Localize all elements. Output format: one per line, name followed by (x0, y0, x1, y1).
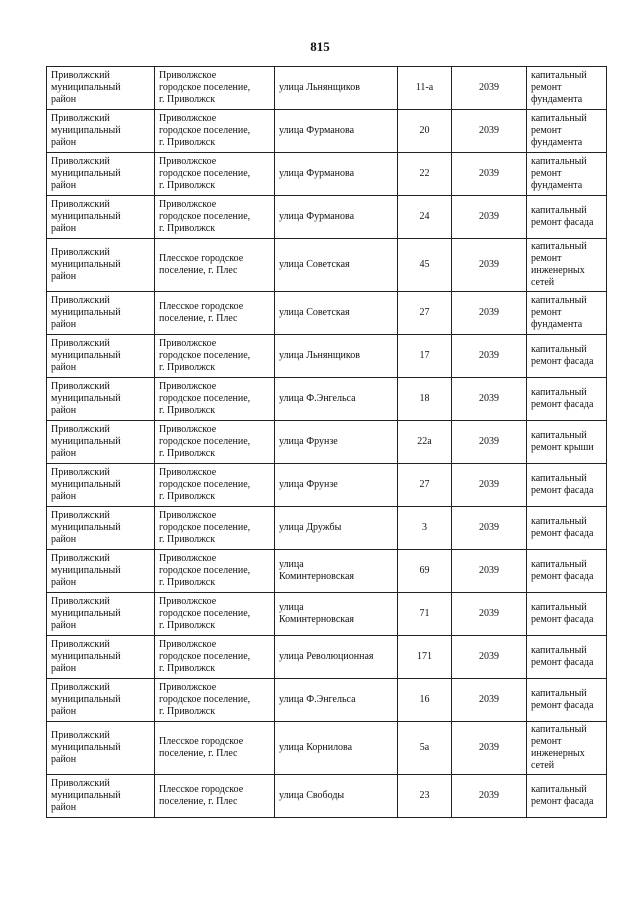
district-cell-line: Приволжский (51, 596, 110, 607)
repair-schedule-table (46, 66, 607, 818)
work-type-cell-line: капитальный (531, 516, 587, 527)
work-type-cell-line: ремонт фасада (531, 485, 594, 496)
settlement-cell-line: Приволжское (159, 596, 217, 607)
work-type-cell (527, 722, 607, 775)
work-type-cell-line: ремонт (531, 736, 562, 747)
settlement-cell (155, 464, 275, 507)
district-cell-line: Приволжский (51, 778, 110, 789)
settlement-cell (155, 421, 275, 464)
table-row (47, 378, 607, 421)
district-cell-line: муниципальный (51, 479, 121, 490)
settlement-cell-line: городское поселение, (159, 565, 251, 576)
district-cell-line: район (51, 577, 77, 588)
district-cell-line: Приволжский (51, 510, 110, 521)
table-row (47, 153, 607, 196)
settlement-cell-line: городское поселение, (159, 125, 251, 136)
year-cell: 2039 (452, 722, 527, 775)
district-cell-line: муниципальный (51, 168, 121, 179)
work-type-cell-line: ремонт (531, 253, 562, 264)
settlement-cell-line: городское поселение, (159, 694, 251, 705)
work-type-cell-line: ремонт фасада (531, 528, 594, 539)
street-cell (275, 378, 398, 421)
work-type-cell-line: капитальный (531, 387, 587, 398)
work-type-cell-line: капитальный (531, 645, 587, 656)
year-cell: 2039 (452, 550, 527, 593)
year-cell: 2039 (452, 679, 527, 722)
street-cell (275, 153, 398, 196)
district-cell-line: Приволжский (51, 639, 110, 650)
district-cell-line: Приволжский (51, 381, 110, 392)
street-cell-line: улица (279, 602, 304, 613)
settlement-cell-line: г. Приволжск (159, 577, 216, 588)
street-cell-line: улица Советская (279, 307, 350, 318)
settlement-cell-line: поселение, г. Плес (159, 313, 238, 324)
year-cell: 2039 (452, 507, 527, 550)
district-cell-line: район (51, 180, 77, 191)
table-row (47, 292, 607, 335)
work-type-cell-line: фундамента (531, 94, 583, 105)
work-type-cell-line: капитальный (531, 205, 587, 216)
house-number-cell: 3 (398, 507, 452, 550)
table-row (47, 335, 607, 378)
district-cell-line: муниципальный (51, 125, 121, 136)
house-number-cell: 24 (398, 196, 452, 239)
work-type-cell (527, 636, 607, 679)
settlement-cell-line: Плесское городское (159, 253, 244, 264)
settlement-cell (155, 775, 275, 818)
settlement-cell-line: поселение, г. Плес (159, 796, 238, 807)
district-cell-line: Приволжский (51, 156, 110, 167)
district-cell-line: муниципальный (51, 259, 121, 270)
settlement-cell-line: г. Приволжск (159, 94, 216, 105)
settlement-cell-line: Приволжское (159, 510, 217, 521)
street-cell (275, 196, 398, 239)
table-row (47, 679, 607, 722)
work-type-cell (527, 421, 607, 464)
district-cell (47, 722, 155, 775)
work-type-cell-line: сетей (531, 277, 555, 288)
street-cell (275, 110, 398, 153)
work-type-cell-line: ремонт фасада (531, 356, 594, 367)
district-cell-line: район (51, 534, 77, 545)
settlement-cell (155, 636, 275, 679)
district-cell-line: район (51, 94, 77, 105)
table-row (47, 110, 607, 153)
table-row (47, 67, 607, 110)
street-cell-line: Коминтерновская (279, 614, 355, 625)
street-cell-line: улица Советская (279, 259, 350, 270)
settlement-cell-line: городское поселение, (159, 608, 251, 619)
street-cell (275, 464, 398, 507)
district-cell (47, 67, 155, 110)
district-cell (47, 292, 155, 335)
house-number-cell: 27 (398, 292, 452, 335)
work-type-cell-line: капитальный (531, 344, 587, 355)
work-type-cell-line: ремонт фасада (531, 399, 594, 410)
district-cell-line: муниципальный (51, 651, 121, 662)
table-row (47, 421, 607, 464)
year-cell: 2039 (452, 593, 527, 636)
settlement-cell-line: г. Приволжск (159, 706, 216, 717)
street-cell-line: улица Льнянщиков (279, 350, 360, 361)
district-cell-line: район (51, 663, 77, 674)
street-cell (275, 421, 398, 464)
year-cell: 2039 (452, 775, 527, 818)
street-cell (275, 593, 398, 636)
district-cell-line: Приволжский (51, 199, 110, 210)
district-cell-line: район (51, 405, 77, 416)
year-cell: 2039 (452, 464, 527, 507)
district-cell-line: Приволжский (51, 682, 110, 693)
work-type-cell-line: инженерных (531, 265, 585, 276)
work-type-cell-line: ремонт фасада (531, 700, 594, 711)
work-type-cell-line: капитальный (531, 430, 587, 441)
work-type-cell-line: ремонт крыши (531, 442, 594, 453)
street-cell (275, 507, 398, 550)
table-row (47, 196, 607, 239)
settlement-cell (155, 335, 275, 378)
settlement-cell-line: городское поселение, (159, 211, 251, 222)
district-cell-line: район (51, 319, 77, 330)
settlement-cell-line: поселение, г. Плес (159, 748, 238, 759)
work-type-cell (527, 378, 607, 421)
street-cell (275, 636, 398, 679)
street-cell-line: улица Ф.Энгельса (279, 694, 356, 705)
settlement-cell-line: Приволжское (159, 70, 217, 81)
district-cell-line: Приволжский (51, 295, 110, 306)
settlement-cell-line: городское поселение, (159, 522, 251, 533)
work-type-cell-line: ремонт (531, 168, 562, 179)
table-row (47, 550, 607, 593)
settlement-cell (155, 292, 275, 335)
table-row (47, 775, 607, 818)
table-row (47, 507, 607, 550)
work-type-cell-line: ремонт фасада (531, 217, 594, 228)
work-type-cell-line: капитальный (531, 241, 587, 252)
district-cell-line: муниципальный (51, 82, 121, 93)
settlement-cell-line: Плесское городское (159, 301, 244, 312)
year-cell: 2039 (452, 239, 527, 292)
district-cell-line: муниципальный (51, 565, 121, 576)
work-type-cell-line: ремонт (531, 82, 562, 93)
table-row (47, 593, 607, 636)
settlement-cell (155, 507, 275, 550)
work-type-cell (527, 110, 607, 153)
district-cell-line: Приволжский (51, 113, 110, 124)
table-row (47, 636, 607, 679)
district-cell-line: район (51, 706, 77, 717)
district-cell (47, 110, 155, 153)
settlement-cell-line: городское поселение, (159, 436, 251, 447)
district-cell (47, 464, 155, 507)
district-cell-line: муниципальный (51, 694, 121, 705)
house-number-cell: 27 (398, 464, 452, 507)
settlement-cell (155, 153, 275, 196)
settlement-cell (155, 593, 275, 636)
work-type-cell-line: капитальный (531, 784, 587, 795)
district-cell (47, 421, 155, 464)
work-type-cell-line: капитальный (531, 295, 587, 306)
settlement-cell-line: Приволжское (159, 199, 217, 210)
settlement-cell-line: г. Приволжск (159, 534, 216, 545)
settlement-cell-line: городское поселение, (159, 168, 251, 179)
street-cell (275, 679, 398, 722)
house-number-cell: 171 (398, 636, 452, 679)
work-type-cell-line: ремонт фасада (531, 571, 594, 582)
settlement-cell-line: Плесское городское (159, 784, 244, 795)
work-type-cell-line: капитальный (531, 70, 587, 81)
work-type-cell (527, 507, 607, 550)
district-cell-line: район (51, 754, 77, 765)
street-cell-line: улица Революционная (279, 651, 374, 662)
district-cell-line: муниципальный (51, 790, 121, 801)
street-cell-line: улица Ф.Энгельса (279, 393, 356, 404)
house-number-cell: 5а (398, 722, 452, 775)
work-type-cell-line: капитальный (531, 688, 587, 699)
settlement-cell (155, 67, 275, 110)
street-cell-line: улица Фрунзе (279, 436, 338, 447)
street-cell-line: улица Фрунзе (279, 479, 338, 490)
district-cell-line: Приволжский (51, 553, 110, 564)
street-cell-line: улица Фурманова (279, 211, 355, 222)
house-number-cell: 20 (398, 110, 452, 153)
district-cell-line: муниципальный (51, 436, 121, 447)
street-cell (275, 775, 398, 818)
work-type-cell (527, 67, 607, 110)
street-cell-line: Коминтерновская (279, 571, 355, 582)
district-cell (47, 636, 155, 679)
street-cell-line: улица Фурманова (279, 125, 355, 136)
work-type-cell (527, 679, 607, 722)
district-cell-line: муниципальный (51, 522, 121, 533)
district-cell (47, 593, 155, 636)
work-type-cell-line: капитальный (531, 473, 587, 484)
district-cell-line: Приволжский (51, 247, 110, 258)
district-cell-line: муниципальный (51, 307, 121, 318)
year-cell: 2039 (452, 196, 527, 239)
year-cell: 2039 (452, 335, 527, 378)
district-cell (47, 550, 155, 593)
street-cell (275, 67, 398, 110)
work-type-cell-line: ремонт фасада (531, 614, 594, 625)
street-cell-line: улица Дружбы (279, 522, 342, 533)
year-cell: 2039 (452, 153, 527, 196)
settlement-cell-line: Приволжское (159, 682, 217, 693)
work-type-cell-line: фундамента (531, 137, 583, 148)
settlement-cell-line: городское поселение, (159, 651, 251, 662)
settlement-cell-line: Приволжское (159, 639, 217, 650)
work-type-cell (527, 550, 607, 593)
settlement-cell-line: г. Приволжск (159, 663, 216, 674)
house-number-cell: 71 (398, 593, 452, 636)
district-cell (47, 507, 155, 550)
settlement-cell-line: г. Приволжск (159, 620, 216, 631)
work-type-cell-line: ремонт (531, 307, 562, 318)
district-cell-line: муниципальный (51, 211, 121, 222)
work-type-cell (527, 153, 607, 196)
settlement-cell-line: г. Приволжск (159, 491, 216, 502)
work-type-cell (527, 593, 607, 636)
work-type-cell (527, 775, 607, 818)
work-type-cell (527, 292, 607, 335)
work-type-cell-line: капитальный (531, 113, 587, 124)
settlement-cell-line: г. Приволжск (159, 223, 216, 234)
street-cell (275, 722, 398, 775)
work-type-cell-line: капитальный (531, 602, 587, 613)
settlement-cell-line: г. Приволжск (159, 137, 216, 148)
street-cell-line: улица (279, 559, 304, 570)
settlement-cell-line: городское поселение, (159, 479, 251, 490)
house-number-cell: 22а (398, 421, 452, 464)
settlement-cell (155, 722, 275, 775)
settlement-cell (155, 679, 275, 722)
settlement-cell-line: городское поселение, (159, 350, 251, 361)
street-cell-line: улица Льнянщиков (279, 82, 360, 93)
house-number-cell: 16 (398, 679, 452, 722)
street-cell (275, 335, 398, 378)
house-number-cell: 23 (398, 775, 452, 818)
year-cell: 2039 (452, 110, 527, 153)
settlement-cell-line: Приволжское (159, 467, 217, 478)
settlement-cell-line: поселение, г. Плес (159, 265, 238, 276)
street-cell-line: улица Корнилова (279, 742, 353, 753)
house-number-cell: 22 (398, 153, 452, 196)
settlement-cell-line: Приволжское (159, 338, 217, 349)
district-cell (47, 239, 155, 292)
district-cell-line: муниципальный (51, 608, 121, 619)
settlement-cell (155, 196, 275, 239)
year-cell: 2039 (452, 636, 527, 679)
page-number: 815 (310, 39, 330, 54)
work-type-cell-line: капитальный (531, 724, 587, 735)
settlement-cell (155, 550, 275, 593)
district-cell-line: Приволжский (51, 467, 110, 478)
district-cell-line: район (51, 802, 77, 813)
year-cell: 2039 (452, 292, 527, 335)
work-type-cell-line: сетей (531, 760, 555, 771)
district-cell-line: район (51, 137, 77, 148)
work-type-cell-line: инженерных (531, 748, 585, 759)
street-cell (275, 292, 398, 335)
settlement-cell-line: Приволжское (159, 156, 217, 167)
work-type-cell-line: ремонт фасада (531, 657, 594, 668)
district-cell-line: район (51, 448, 77, 459)
street-cell (275, 239, 398, 292)
district-cell (47, 335, 155, 378)
work-type-cell-line: фундамента (531, 180, 583, 191)
work-type-cell-line: капитальный (531, 156, 587, 167)
year-cell: 2039 (452, 67, 527, 110)
house-number-cell: 11-а (398, 67, 452, 110)
work-type-cell (527, 464, 607, 507)
settlement-cell (155, 239, 275, 292)
district-cell (47, 775, 155, 818)
street-cell (275, 550, 398, 593)
table-row (47, 239, 607, 292)
settlement-cell-line: Плесское городское (159, 736, 244, 747)
settlement-cell-line: г. Приволжск (159, 405, 216, 416)
district-cell-line: Приволжский (51, 730, 110, 741)
district-cell-line: район (51, 362, 77, 373)
district-cell-line: Приволжский (51, 338, 110, 349)
district-cell (47, 679, 155, 722)
street-cell-line: улица Фурманова (279, 168, 355, 179)
district-cell-line: район (51, 491, 77, 502)
street-cell-line: улица Свободы (279, 790, 345, 801)
house-number-cell: 17 (398, 335, 452, 378)
settlement-cell-line: г. Приволжск (159, 180, 216, 191)
table-body (47, 67, 607, 818)
work-type-cell-line: ремонт (531, 125, 562, 136)
settlement-cell-line: Приволжское (159, 113, 217, 124)
work-type-cell (527, 196, 607, 239)
district-cell (47, 153, 155, 196)
house-number-cell: 69 (398, 550, 452, 593)
district-cell (47, 196, 155, 239)
work-type-cell-line: фундамента (531, 319, 583, 330)
district-cell-line: район (51, 223, 77, 234)
district-cell (47, 378, 155, 421)
district-cell-line: район (51, 271, 77, 282)
work-type-cell (527, 239, 607, 292)
settlement-cell-line: г. Приволжск (159, 448, 216, 459)
district-cell-line: район (51, 620, 77, 631)
table-row (47, 722, 607, 775)
district-cell-line: муниципальный (51, 393, 121, 404)
settlement-cell-line: Приволжское (159, 381, 217, 392)
work-type-cell-line: ремонт фасада (531, 796, 594, 807)
settlement-cell-line: Приволжское (159, 424, 217, 435)
table-row (47, 464, 607, 507)
district-cell-line: Приволжский (51, 424, 110, 435)
settlement-cell-line: городское поселение, (159, 393, 251, 404)
district-cell-line: муниципальный (51, 350, 121, 361)
work-type-cell (527, 335, 607, 378)
year-cell: 2039 (452, 421, 527, 464)
settlement-cell-line: г. Приволжск (159, 362, 216, 373)
settlement-cell-line: городское поселение, (159, 82, 251, 93)
house-number-cell: 18 (398, 378, 452, 421)
settlement-cell-line: Приволжское (159, 553, 217, 564)
settlement-cell (155, 110, 275, 153)
settlement-cell (155, 378, 275, 421)
year-cell: 2039 (452, 378, 527, 421)
house-number-cell: 45 (398, 239, 452, 292)
district-cell-line: Приволжский (51, 70, 110, 81)
work-type-cell-line: капитальный (531, 559, 587, 570)
district-cell-line: муниципальный (51, 742, 121, 753)
